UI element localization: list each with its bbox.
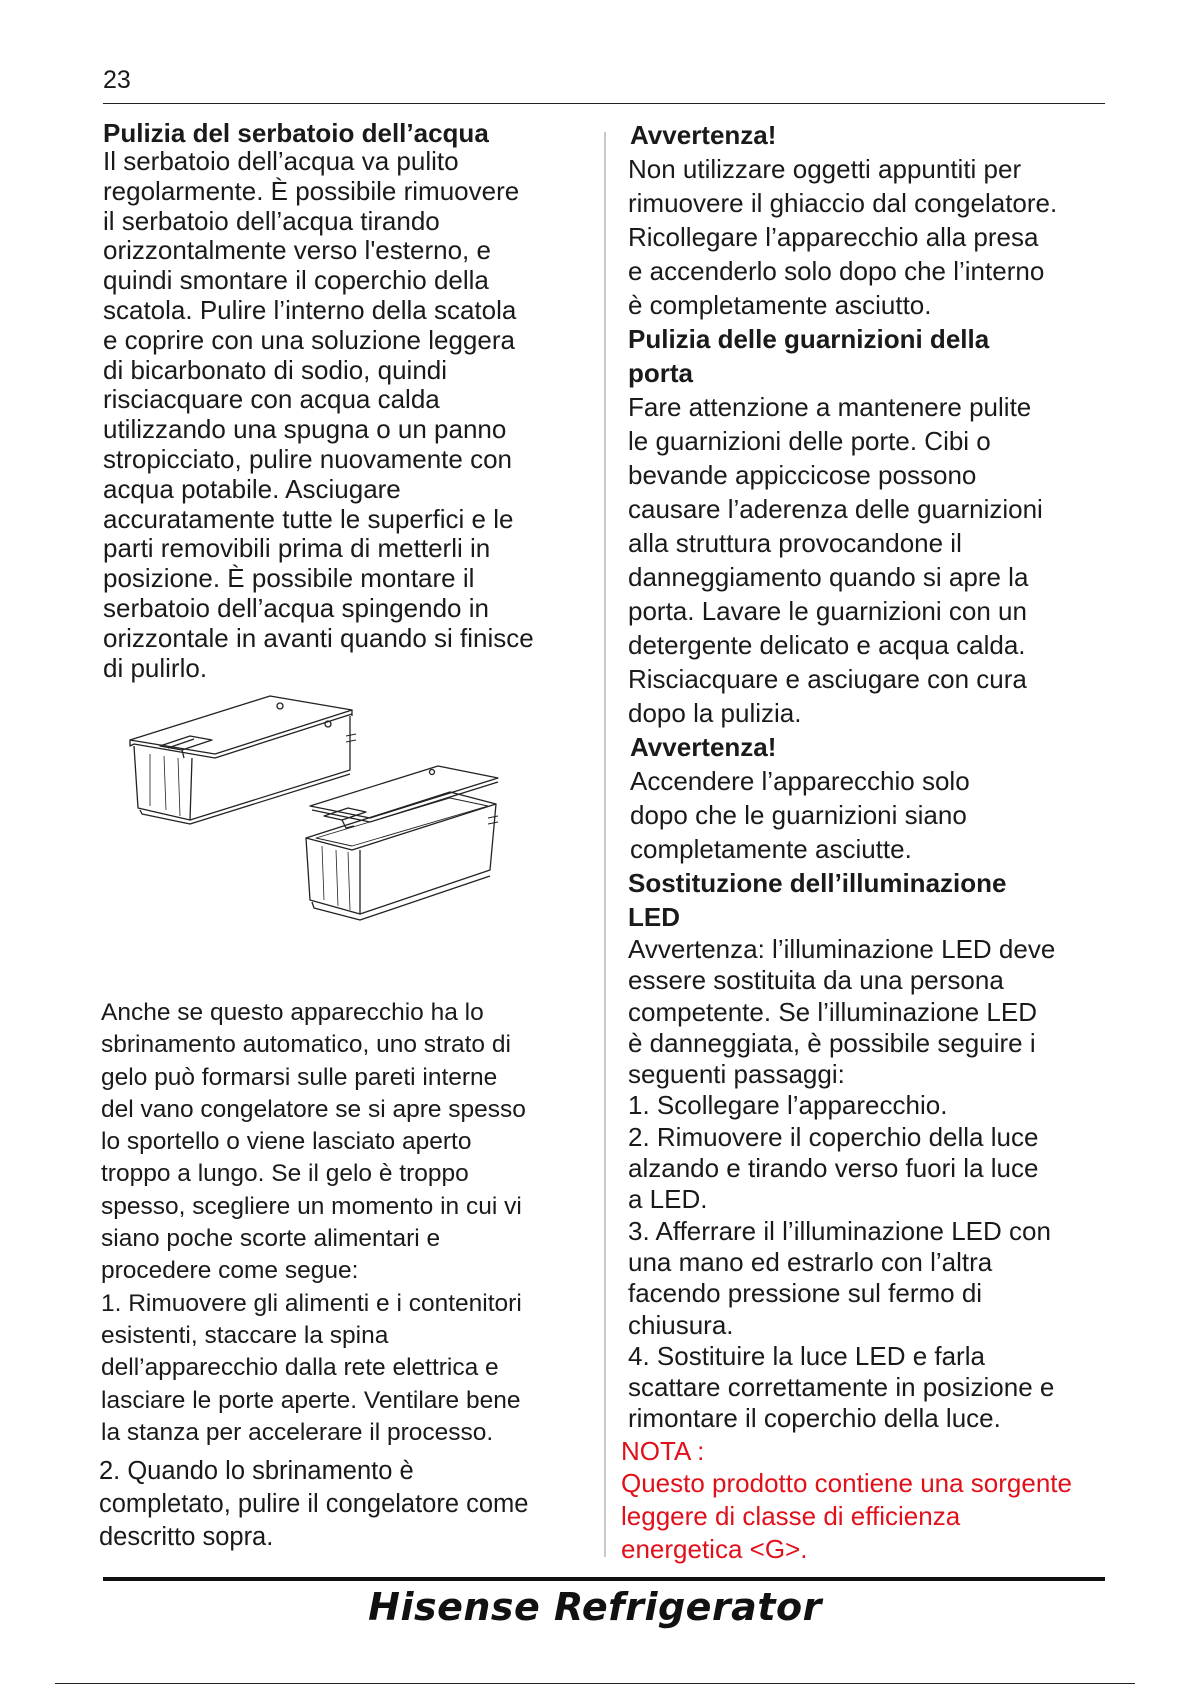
text-line: essere sostituita da una persona <box>628 965 1004 996</box>
text-line: orizzontalmente verso l'esterno, e <box>103 235 491 266</box>
defrost-section <box>101 997 581 1554</box>
text-line: seguenti passaggi: <box>628 1059 845 1090</box>
text-line: è danneggiata, è possibile seguire i <box>628 1027 1036 1058</box>
text-line: gelo può formarsi sulle pareti interne <box>101 1063 498 1091</box>
text-line: scatola. Pulire l’interno della scatola <box>103 294 517 325</box>
text-line: procedere come segue: <box>101 1257 359 1285</box>
column-divider <box>604 132 606 1557</box>
top-rule <box>103 103 1105 104</box>
text-line: e coprire con una soluzione leggera <box>103 324 515 355</box>
left-column <box>103 118 583 683</box>
text-line: serbatoio dell’acqua spingendo in <box>103 592 489 623</box>
text-line: facendo pressione sul fermo di <box>628 1278 983 1309</box>
text-line: porta. Lavare le guarnizioni con un <box>628 596 1027 626</box>
text-line: completamente asciutte. <box>630 834 912 864</box>
text-line: causare l’aderenza delle guarnizioni <box>628 494 1043 524</box>
text-line: esistenti, staccare la spina <box>101 1321 389 1349</box>
text-line: di bicarbonato di sodio, quindi <box>103 354 448 385</box>
text-line: parti removibili prima di metterli in <box>103 533 491 564</box>
text-line: bevande appiccicose possono <box>628 460 977 490</box>
water-tank-text <box>103 147 583 683</box>
text-line: competente. Se l’illuminazione LED <box>628 996 1037 1027</box>
text-line: 3. Afferrare il l’illuminazione LED con <box>628 1215 1051 1246</box>
text-line: alzando e tirando verso fuori la luce <box>628 1153 1039 1184</box>
text-line: siano poche scorte alimentari e <box>101 1225 441 1253</box>
door-seals-heading: porta <box>628 358 693 388</box>
led-heading: Sostituzione dell’illuminazione <box>628 868 1007 898</box>
text-line: è completamente asciutto. <box>628 290 932 320</box>
text-line: il serbatoio dell’acqua tirando <box>103 205 440 236</box>
warning-heading: Avvertenza! <box>630 120 777 150</box>
text-line: una mano ed estrarlo con l’altra <box>628 1246 993 1277</box>
text-line: Ricollegare l’apparecchio alla presa <box>628 222 1039 252</box>
text-line: utilizzando una spugna o un panno <box>103 414 507 445</box>
page-number: 23 <box>103 66 131 94</box>
text-line: completato, pulire il congelatore come <box>99 1490 529 1519</box>
bottom-rule <box>103 1577 1105 1581</box>
text-line: rimontare il coperchio della luce. <box>628 1403 1001 1434</box>
text-line: detergente delicato e acqua calda. <box>628 630 1026 660</box>
text-line: Fare attenzione a mantenere pulite <box>628 392 1032 422</box>
note-label: NOTA : <box>621 1435 705 1466</box>
text-line: rimuovere il ghiaccio dal congelatore. <box>628 188 1058 218</box>
text-line: posizione. È possibile montare il <box>103 563 475 594</box>
text-line: orizzontale in avanti quando si finisce <box>103 622 534 653</box>
text-line: risciacquare con acqua calda <box>103 384 440 415</box>
text-line: sbrinamento automatico, uno strato di <box>101 1031 511 1059</box>
text-line: quindi smontare il coperchio della <box>103 265 489 296</box>
brand-footer: Hisense Refrigerator <box>368 1585 822 1629</box>
text-line: Risciacquare e asciugare con cura <box>628 664 1027 694</box>
text-line: la stanza per accelerare il processo. <box>101 1418 494 1446</box>
text-line: Anche se questo apparecchio ha lo <box>101 999 484 1026</box>
note-line: energetica <G>. <box>621 1533 808 1564</box>
right-column <box>621 118 1106 1566</box>
text-line: chiusura. <box>628 1309 734 1340</box>
text-line: 1. Rimuovere gli alimenti e i contenitori <box>101 1289 522 1317</box>
note-line: leggere di classe di efficienza <box>621 1500 961 1531</box>
text-line: spesso, scegliere un momento in cui vi <box>101 1192 522 1220</box>
text-line: e accenderlo solo dopo che l’interno <box>628 256 1045 286</box>
text-line: dell’apparecchio dalla rete elettrica e <box>101 1354 499 1382</box>
text-line: lasciare le porte aperte. Ventilare bene <box>101 1386 521 1414</box>
text-line: accuratamente tutte le superfici e le <box>103 503 514 534</box>
text-line: Avvertenza: l’illuminazione LED deve <box>628 934 1056 964</box>
text-line: regolarmente. È possibile rimuovere <box>103 175 520 206</box>
text-line: acqua potabile. Asciugare <box>103 473 401 504</box>
note-line: Questo prodotto contiene una sorgente <box>621 1467 1072 1498</box>
text-line: di pulirlo. <box>103 652 208 683</box>
warning-heading: Avvertenza! <box>630 732 777 762</box>
water-tank-heading: Pulizia del serbatoio dell’acqua <box>103 118 489 148</box>
text-line: 2. Rimuovere il coperchio della luce <box>628 1121 1039 1152</box>
led-heading: LED <box>628 902 680 932</box>
text-line: scattare correttamente in posizione e <box>628 1372 1055 1403</box>
text-line: le guarnizioni delle porte. Cibi o <box>628 426 991 456</box>
text-line: Il serbatoio dell’acqua va pulito <box>103 146 459 176</box>
text-line: dopo che le guarnizioni siano <box>630 800 967 830</box>
door-seals-heading: Pulizia delle guarnizioni della <box>628 324 990 354</box>
text-line: danneggiamento quando si apre la <box>628 562 1029 592</box>
text-line: 4. Sostituire la luce LED e farla <box>628 1340 985 1371</box>
text-line: del vano congelatore se si apre spesso <box>101 1095 526 1123</box>
text-line: lo sportello o viene lasciato aperto <box>101 1128 472 1156</box>
text-line: a LED. <box>628 1184 708 1215</box>
text-line: descritto sopra. <box>99 1523 274 1552</box>
text-line: alla struttura provocandone il <box>628 528 962 558</box>
text-line: Accendere l’apparecchio solo <box>630 766 970 796</box>
text-line: stropicciato, pulire nuovamente con <box>103 443 513 474</box>
energy-note <box>621 1435 1106 1566</box>
text-line: 1. Scollegare l’apparecchio. <box>628 1090 948 1121</box>
text-line: Non utilizzare oggetti appuntiti per <box>628 154 1022 184</box>
water-tank-illustration <box>120 688 540 988</box>
text-line: dopo la pulizia. <box>628 698 802 728</box>
text-line: 2. Quando lo sbrinamento è <box>99 1457 414 1486</box>
text-line: troppo a lungo. Se il gelo è troppo <box>101 1160 469 1188</box>
